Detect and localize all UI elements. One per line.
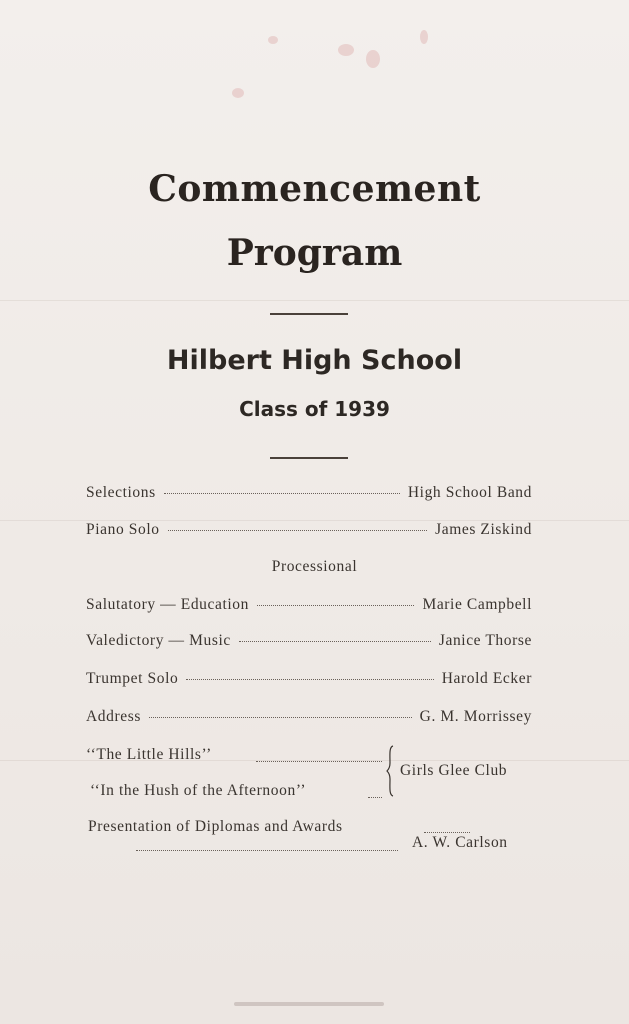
program-title-line1: Commencement [148, 168, 481, 210]
divider [270, 457, 348, 459]
program-event: Valedictory — Music [86, 632, 231, 649]
program-performer: Janice Thorse [438, 632, 532, 649]
stain [420, 30, 428, 44]
program-performer: Harold Ecker [441, 670, 532, 687]
program-event: Piano Solo [86, 521, 160, 538]
glee-song-1: ‘‘The Little Hills’’ [86, 746, 212, 763]
stain [366, 50, 380, 68]
school-name: Hilbert High School [166, 345, 463, 376]
program-row [86, 708, 532, 726]
program-performer: G. M. Morrissey [419, 708, 532, 725]
program-row [86, 670, 532, 688]
stain [338, 44, 354, 56]
stain [232, 88, 244, 98]
diplomas-performer: A. W. Carlson [412, 834, 508, 851]
program-row [86, 632, 532, 650]
program-row [86, 484, 532, 502]
paper-fold [0, 300, 629, 301]
diplomas-event: Presentation of Diplomas and Awards [88, 818, 343, 835]
program-row [86, 521, 532, 539]
leader-dots [424, 831, 470, 833]
program-title-line2: Program [226, 232, 403, 274]
leader-dots [149, 717, 412, 718]
program-row [86, 596, 532, 614]
program-event: Selections [86, 484, 156, 501]
leader-dots [368, 796, 382, 798]
leader-dots [257, 605, 414, 606]
leader-dots [164, 493, 400, 494]
program-event: Salutatory — Education [86, 596, 250, 613]
leader-dots [168, 530, 427, 531]
stain [268, 36, 278, 44]
leader-dots [256, 760, 382, 762]
divider [270, 313, 348, 315]
leader-dots [136, 849, 398, 851]
class-year: Class of 1939 [239, 397, 390, 421]
brace-icon [386, 745, 394, 797]
program-performer: James Ziskind [435, 521, 532, 538]
program-event: Address [86, 708, 141, 725]
program-performer: Marie Campbell [422, 596, 532, 613]
leader-dots [239, 641, 431, 642]
glee-performer: Girls Glee Club [400, 762, 508, 779]
program-performer: High School Band [407, 484, 532, 501]
glee-song-2: ‘‘In the Hush of the Afternoon’’ [90, 782, 307, 799]
program-event: Trumpet Solo [86, 670, 179, 687]
paper-mark [234, 1002, 384, 1006]
leader-dots [186, 679, 433, 680]
processional-label: Processional [271, 558, 358, 575]
